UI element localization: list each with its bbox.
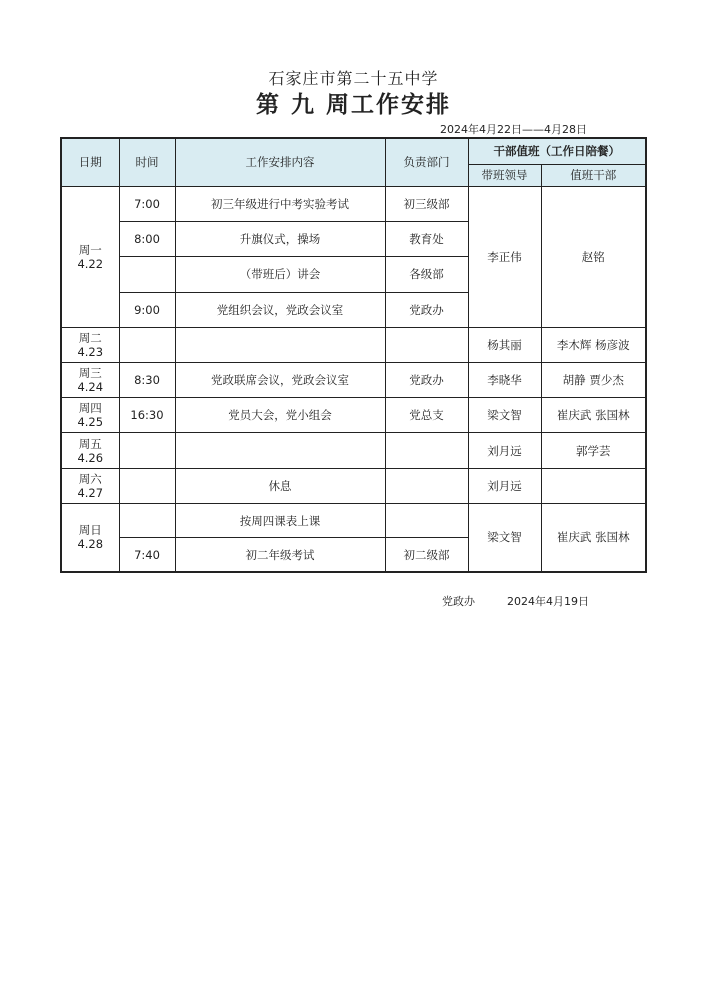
footer-date: 2024年4月19日 — [507, 595, 589, 608]
time-cell: 8:30 — [119, 362, 175, 397]
dept-cell — [385, 433, 468, 468]
leader-cell: 杨其丽 — [468, 327, 541, 362]
dept-cell: 党政办 — [385, 292, 468, 327]
page-title: 第 九 周工作安排 — [255, 92, 451, 118]
dept-cell: 初三级部 — [385, 186, 468, 221]
header-cadre: 值班干部 — [541, 164, 646, 186]
cadre-cell: 崔庆武 张国林 — [541, 503, 646, 572]
time-cell: 9:00 — [119, 292, 175, 327]
leader-cell: 李正伟 — [468, 186, 541, 327]
day-cell: 周五 4.26 — [61, 433, 119, 468]
header-date: 日期 — [61, 138, 119, 186]
cadre-cell — [541, 468, 646, 503]
leader-cell: 梁文智 — [468, 398, 541, 433]
leader-cell: 刘月远 — [468, 468, 541, 503]
time-cell: 7:40 — [119, 538, 175, 572]
header-time: 时间 — [119, 138, 175, 186]
content-cell: 党政联席会议，党政会议室 — [175, 362, 385, 397]
dept-cell — [385, 468, 468, 503]
cadre-cell: 崔庆武 张国林 — [541, 398, 646, 433]
content-cell: 初三年级进行中考实验考试 — [175, 186, 385, 221]
content-cell: （带班后）讲会 — [175, 257, 385, 292]
cadre-cell: 李木辉 杨彦波 — [541, 327, 646, 362]
school-name: 石家庄市第二十五中学 — [268, 69, 439, 88]
content-cell: 党组织会议，党政会议室 — [175, 292, 385, 327]
time-cell — [119, 433, 175, 468]
content-cell: 初二年级考试 — [175, 538, 385, 572]
day-cell: 周四 4.25 — [61, 398, 119, 433]
header-content: 工作安排内容 — [175, 138, 385, 186]
dept-cell: 各级部 — [385, 257, 468, 292]
cadre-cell: 胡静 贾少杰 — [541, 362, 646, 397]
dept-cell: 教育处 — [385, 222, 468, 257]
cadre-cell: 郭学芸 — [541, 433, 646, 468]
content-cell: 按周四课表上课 — [175, 503, 385, 537]
dept-cell — [385, 327, 468, 362]
header-dept: 负责部门 — [385, 138, 468, 186]
header-leader: 带班领导 — [468, 164, 541, 186]
time-cell — [119, 257, 175, 292]
footer-org: 党政办 — [442, 595, 475, 608]
cadre-cell: 赵铭 — [541, 186, 646, 327]
content-cell — [175, 327, 385, 362]
day-cell: 周日 4.28 — [61, 503, 119, 572]
dept-cell: 党总支 — [385, 398, 468, 433]
date-range: 2024年4月22日——4月28日 — [440, 123, 587, 136]
content-cell: 党员大会，党小组会 — [175, 398, 385, 433]
time-cell: 16:30 — [119, 398, 175, 433]
day-cell: 周二 4.23 — [61, 327, 119, 362]
content-cell: 升旗仪式，操场 — [175, 222, 385, 257]
time-cell — [119, 327, 175, 362]
time-cell — [119, 503, 175, 537]
day-cell: 周一 4.22 — [61, 186, 119, 327]
dept-cell: 党政办 — [385, 362, 468, 397]
dept-cell: 初二级部 — [385, 538, 468, 572]
day-cell: 周六 4.27 — [61, 468, 119, 503]
header-duty: 干部值班（工作日陪餐） — [468, 138, 646, 164]
schedule-table — [60, 137, 647, 573]
time-cell: 7:00 — [119, 186, 175, 221]
leader-cell: 李晓华 — [468, 362, 541, 397]
leader-cell: 刘月远 — [468, 433, 541, 468]
content-cell: 休息 — [175, 468, 385, 503]
day-cell: 周三 4.24 — [61, 362, 119, 397]
leader-cell: 梁文智 — [468, 503, 541, 572]
content-cell — [175, 433, 385, 468]
dept-cell — [385, 503, 468, 537]
time-cell — [119, 468, 175, 503]
time-cell: 8:00 — [119, 222, 175, 257]
